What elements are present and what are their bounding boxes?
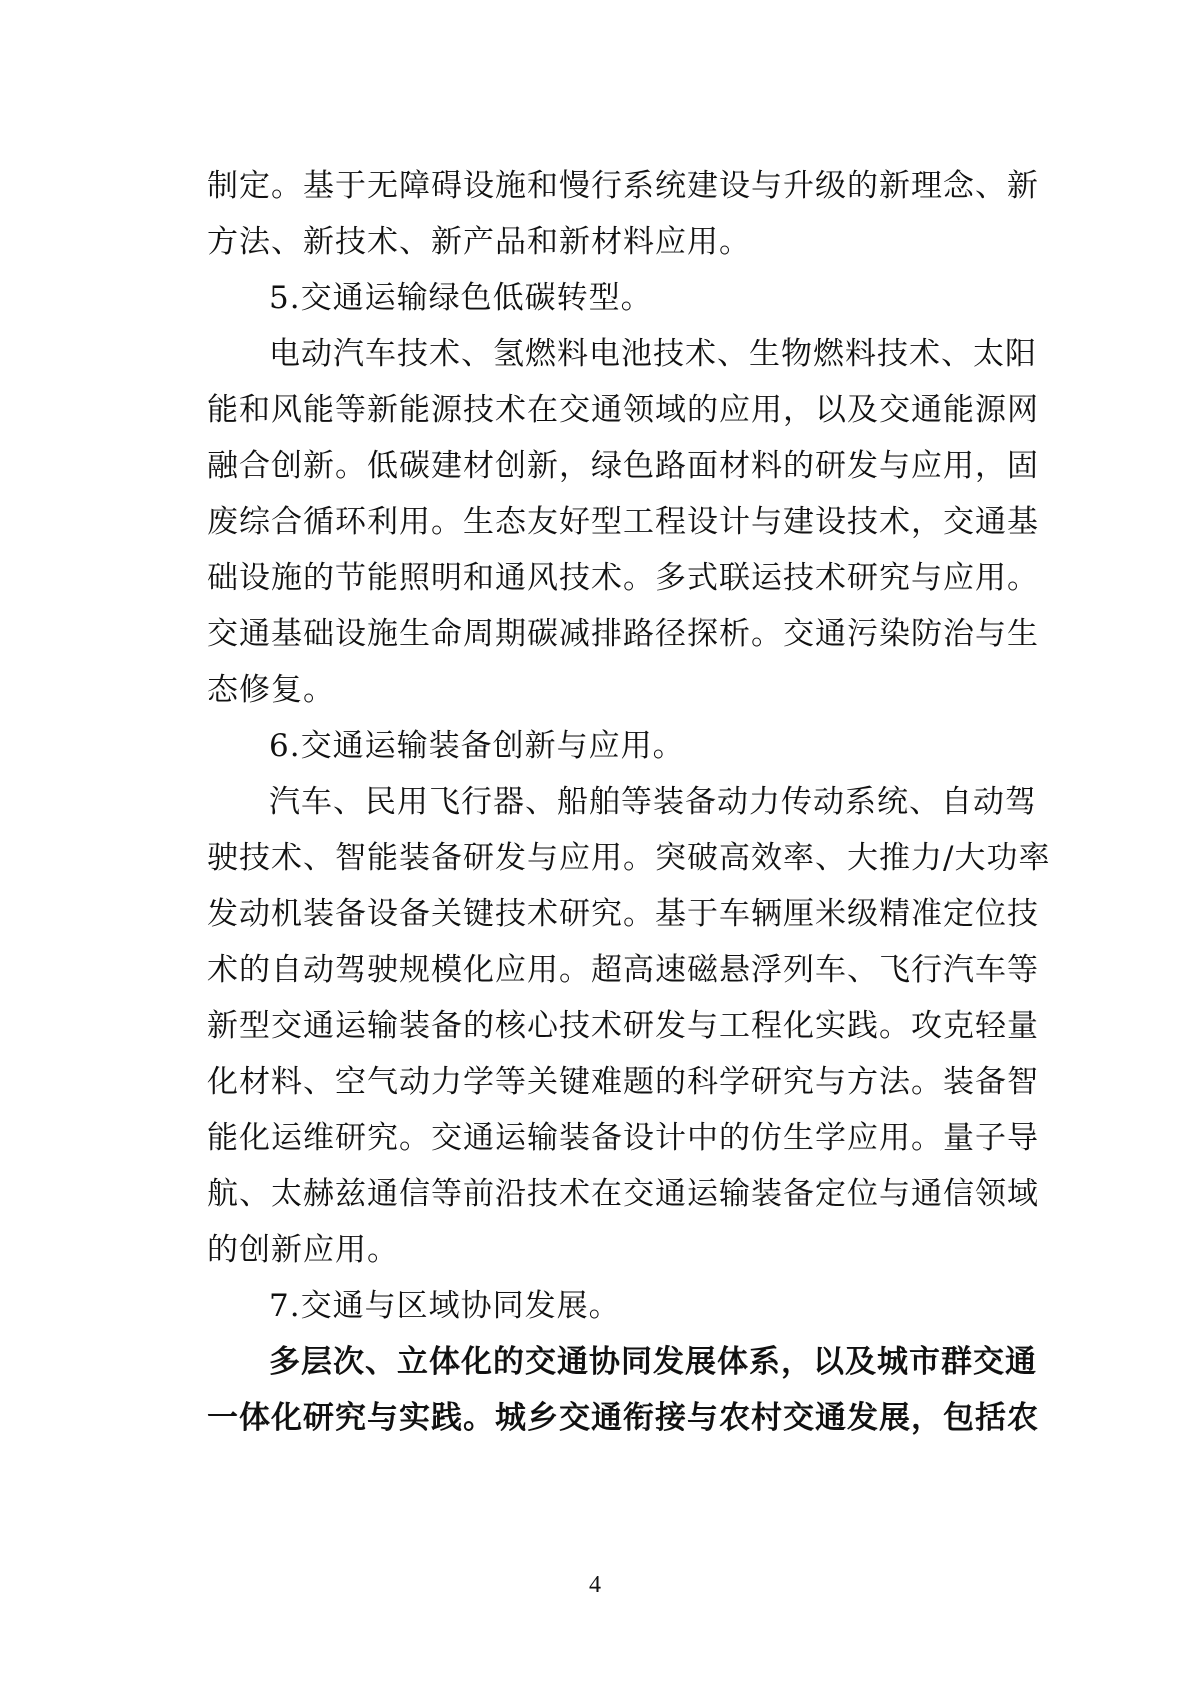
page-number: 4 — [589, 1572, 601, 1598]
paragraph-line-bold: 多层次、立体化的交通协同发展体系，以及城市群交通 — [269, 1344, 1037, 1380]
paragraph-line: 废综合循环利用。生态友好型工程设计与建设技术，交通基 — [207, 504, 1039, 540]
paragraph-line: 新型交通运输装备的核心技术研发与工程化实践。攻克轻量 — [207, 1008, 1039, 1044]
paragraph-line: 的创新应用。 — [207, 1232, 399, 1268]
paragraph-line: 航、太赫兹通信等前沿技术在交通运输装备定位与通信领域 — [207, 1176, 1039, 1212]
section-heading-6: 6.交通运输装备创新与应用。 — [269, 728, 685, 764]
paragraph-line: 发动机装备设备关键技术研究。基于车辆厘米级精准定位技 — [207, 896, 1039, 932]
paragraph-line: 交通基础设施生命周期碳减排路径探析。交通污染防治与生 — [207, 616, 1039, 652]
paragraph-line: 融合创新。低碳建材创新，绿色路面材料的研发与应用，固 — [207, 448, 1039, 484]
paragraph-line: 化材料、空气动力学等关键难题的科学研究与方法。装备智 — [207, 1064, 1039, 1100]
paragraph-line: 术的自动驾驶规模化应用。超高速磁悬浮列车、飞行汽车等 — [207, 952, 1039, 988]
paragraph-line: 能化运维研究。交通运输装备设计中的仿生学应用。量子导 — [207, 1120, 1039, 1156]
paragraph-line: 方法、新技术、新产品和新材料应用。 — [207, 224, 751, 260]
paragraph-line: 制定。基于无障碍设施和慢行系统建设与升级的新理念、新 — [207, 168, 1039, 204]
paragraph-line: 驶技术、智能装备研发与应用。突破高效率、大推力/大功率 — [207, 840, 1051, 876]
section-heading-7: 7.交通与区域协同发展。 — [269, 1288, 621, 1324]
paragraph-line-bold: 一体化研究与实践。城乡交通衔接与农村交通发展，包括农 — [207, 1400, 1039, 1436]
paragraph-line: 能和风能等新能源技术在交通领域的应用，以及交通能源网 — [207, 392, 1039, 428]
paragraph-line: 础设施的节能照明和通风技术。多式联运技术研究与应用。 — [207, 560, 1039, 596]
paragraph-line: 电动汽车技术、氢燃料电池技术、生物燃料技术、太阳 — [269, 336, 1037, 372]
paragraph-line: 态修复。 — [207, 672, 335, 708]
paragraph-line: 汽车、民用飞行器、船舶等装备动力传动系统、自动驾 — [269, 784, 1037, 820]
section-heading-5: 5.交通运输绿色低碳转型。 — [269, 280, 653, 316]
